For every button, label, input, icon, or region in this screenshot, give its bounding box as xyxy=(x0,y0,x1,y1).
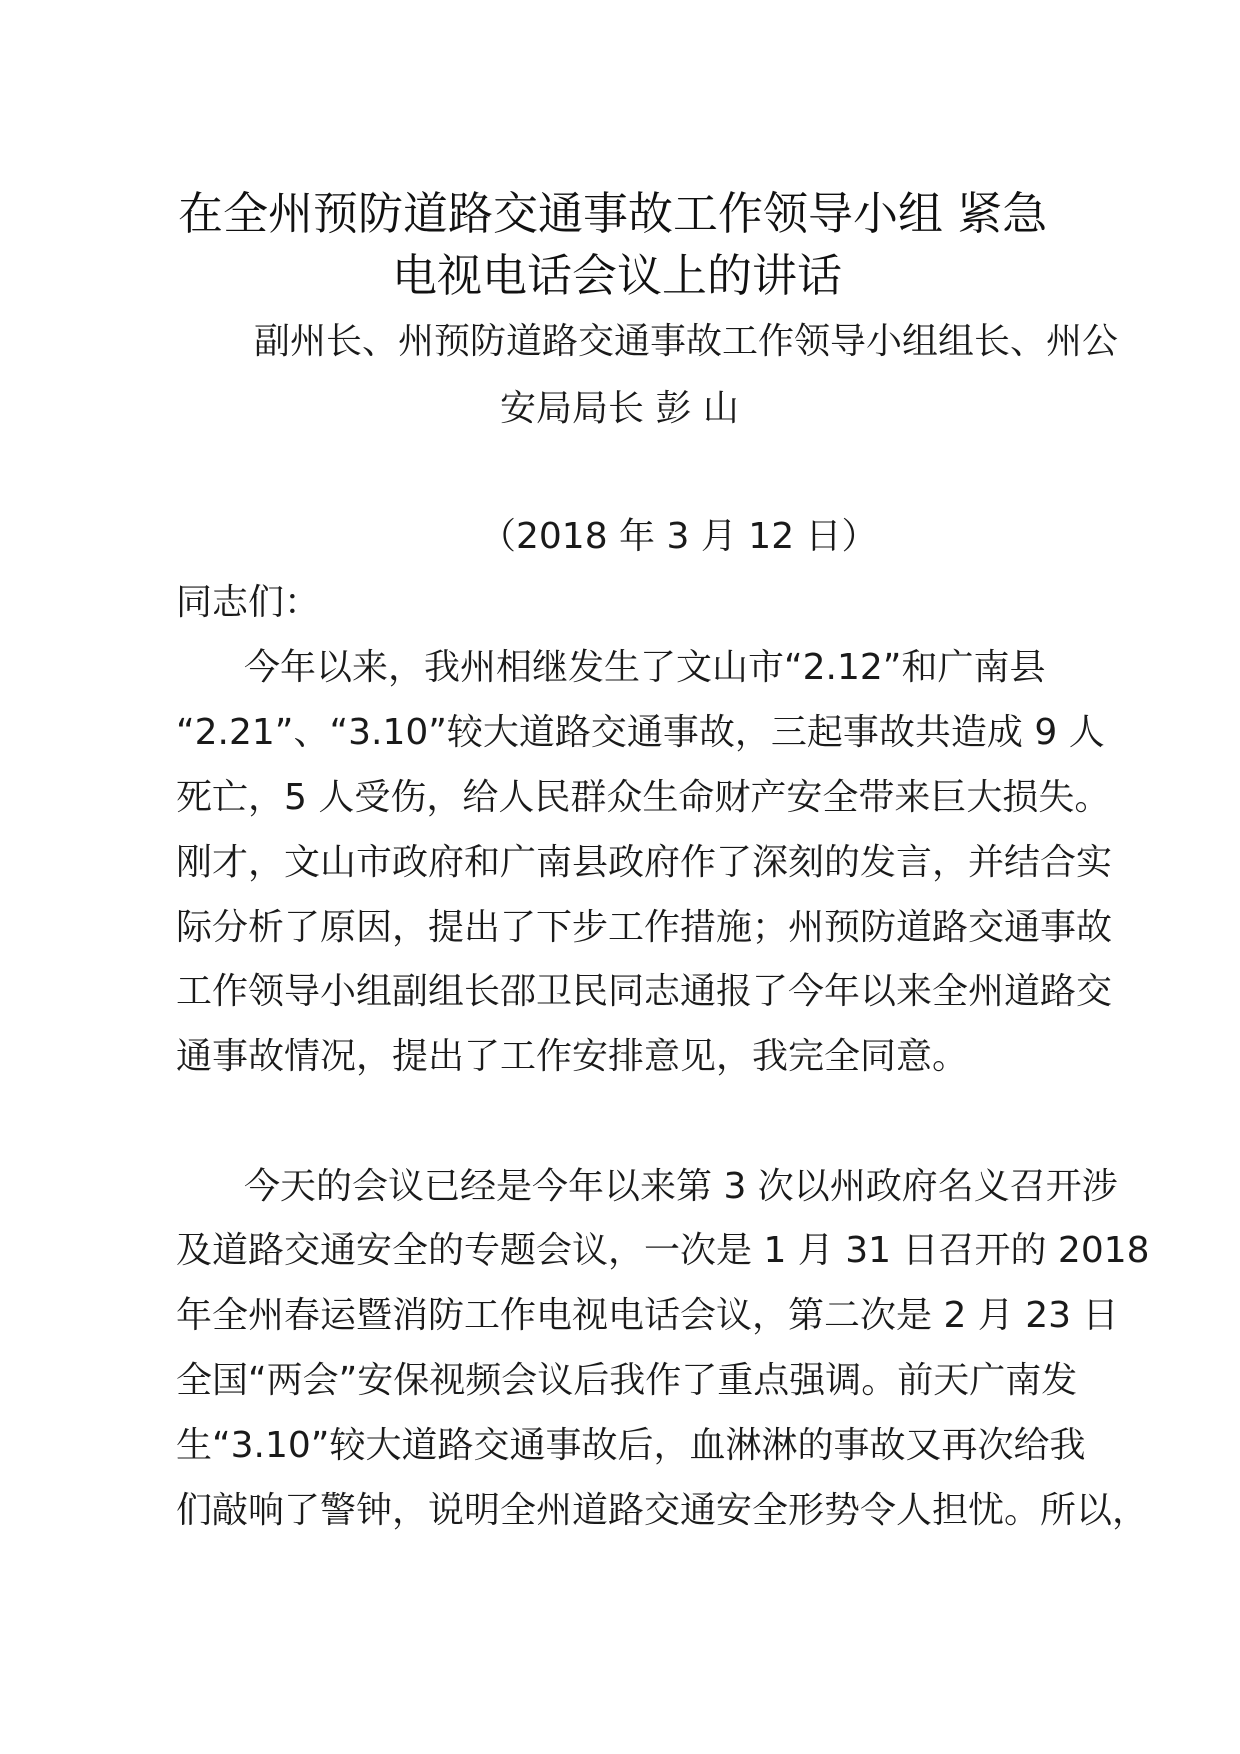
paragraph-1-line: “2.21”、“3.10”较大道路交通事故，三起事故共造成 9 人 xyxy=(176,712,1105,753)
paragraph-1-line: 通事故情况，提出了工作安排意见，我完全同意。 xyxy=(176,1036,969,1077)
paragraph-1-line: 刚才，文山市政府和广南县政府作了深刻的发言，并结合实 xyxy=(176,842,1113,883)
paragraph-1-line: 死亡，5 人受伤，给人民群众生命财产安全带来巨大损失。 xyxy=(176,777,1111,818)
paragraph-2-line: 今天的会议已经是今年以来第 3 次以州政府名义召开涉 xyxy=(244,1166,1118,1207)
author-line-1: 副州长、州预防道路交通事故工作领导小组组长、州公 xyxy=(254,321,1119,362)
paragraph-2-line: 年全州春运暨消防工作电视电话会议，第二次是 2 月 23 日 xyxy=(176,1295,1119,1336)
paragraph-2-line: 全国“两会”安保视频会议后我作了重点强调。前天广南发 xyxy=(176,1360,1078,1401)
salutation: 同志们： xyxy=(176,582,321,623)
paragraph-1-line: 际分析了原因，提出了下步工作措施；州预防道路交通事故 xyxy=(176,907,1113,948)
speech-date: （2018 年 3 月 12 日） xyxy=(480,516,878,557)
paragraph-2-line: 及道路交通安全的专题会议，一次是 1 月 31 日召开的 2018 xyxy=(176,1230,1150,1271)
paragraph-1-line: 今年以来，我州相继发生了文山市“2.12”和广南县 xyxy=(244,647,1046,688)
title-line-1: 在全州预防道路交通事故工作领导小组 紧急 xyxy=(178,187,1048,240)
author-line-2: 安局局长 彭 山 xyxy=(500,388,739,429)
title-line-2: 电视电话会议上的讲话 xyxy=(392,249,843,302)
paragraph-1-line: 工作领导小组副组长邵卫民同志通报了今年以来全州道路交 xyxy=(176,971,1113,1012)
paragraph-2-line: 生“3.10”较大道路交通事故后，血淋淋的事故又再次给我 xyxy=(176,1425,1086,1466)
paragraph-2-line: 们敲响了警钟，说明全州道路交通安全形势令人担忧。所以， xyxy=(176,1490,1149,1531)
